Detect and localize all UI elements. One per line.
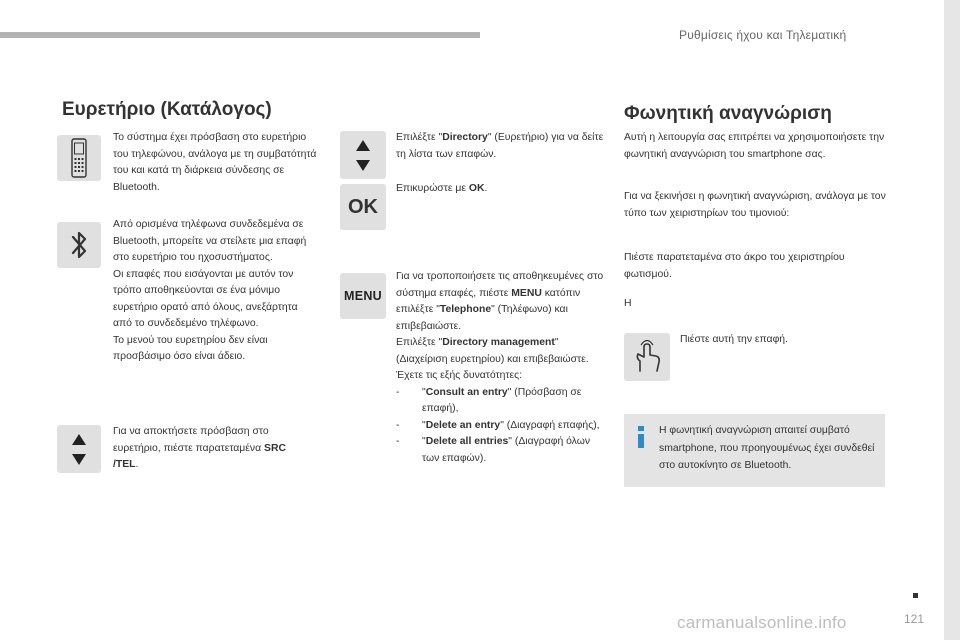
touch-icon-box [624,333,670,381]
quote-open: " [422,386,426,398]
finger-press-icon [624,333,670,381]
confirm-post: . [484,183,488,194]
list-item [396,434,608,467]
empty-menu-paragraph: Το μενού του ευρετηρίου δεν είναι προσβάσιμο όσο είναι άδειο. [113,334,268,362]
voice-recognition-intro [624,130,889,163]
src-tel-key-label: SRC /TEL [113,442,286,470]
list-item [396,385,608,418]
quote-open: " [422,419,426,431]
telephone-label: Telephone [439,304,492,315]
manage-post: " (Διαχείριση ευρετηρίου) και επιβεβαιώστε. [396,337,589,365]
access-text-pre: Για να αποκτήσετε πρόσβαση στο ευρετήριο, πιέστε παρατεταμένα [113,426,269,454]
confirm-ok-paragraph [396,181,606,198]
delete-entry-label: Delete an entry [425,419,501,431]
confirm-pre: Επικυρώστε με [396,183,469,194]
quote-open: " [422,436,426,447]
list-dash: - [396,419,400,431]
menu-icon-label: MENU [343,289,382,303]
access-phonebook-text [113,424,313,474]
phonebook-access-text [113,130,318,196]
info-icon [637,426,645,448]
access-phonebook-paragraph [113,424,313,474]
page-number: 121 [904,612,925,626]
src-tel-arrows-box [57,425,101,473]
section-header: Ρυθμίσεις ήχου και Τηλεματική [679,28,847,42]
modify-contacts-paragraph [396,269,608,335]
bluetooth-icon [57,222,101,268]
list-item [396,418,608,435]
voice-recognition-title: Φωνητική αναγνώριση [624,103,832,124]
modify-mid: κατόπιν επιλέξτε " [396,287,581,315]
select-pre: Επιλέξτε " [396,132,443,143]
option-description: " (Διαγραφή όλων των επαφών). [422,436,591,464]
mobile-phone-icon [57,135,101,181]
menu-button-icon [340,273,386,319]
page-marker [913,593,918,598]
voice-function-paragraph: Αυτή η λειτουργία σας επιτρέπει να χρησιμοποιήσετε την φωνητική αναγνώριση του smartphone σας. [624,132,885,160]
menu-label: MENU [511,287,542,299]
permanent-directory-paragraph: Οι επαφές που εισάγονται με αυτόν τον τρόπο αποθηκεύονται σε ένα μόνιμο ευρετήριο ορατό από όλους, ανεξάρτητα από το συνδεδεμένο τηλέφωνο. [113,268,298,329]
modify-pre: Για να τροποποιήσετε τις αποθηκευμένες στο σύστημα επαφές, πιέστε [396,271,604,299]
lighting-stalk-text [624,250,889,283]
up-down-arrows-icon [57,425,101,473]
directory-arrows-box [340,131,386,179]
ok-button-icon [340,184,386,230]
list-dash: - [396,436,400,447]
up-down-arrows-icon [340,131,386,179]
or-separator: Η [624,298,632,309]
page-edge-bar [944,0,960,640]
watermark-text: carmanualsonline.info [677,613,847,632]
ok-label: OK [468,183,485,194]
option-description: " (Πρόσβαση σε επαφή), [422,386,582,414]
select-post: " (Ευρετήριο) για να δείτε τη λίστα των επαφών. [396,132,604,160]
option-description: " (Διαγραφή επαφής), [500,419,600,431]
ok-icon-label: OK [348,195,378,218]
options-intro: Έχετε τις εξής δυνατότητες: [396,370,523,381]
select-directory-paragraph [396,130,606,163]
lighting-stalk-paragraph: Πιέστε παρατεταμένα στο άκρο του χειριστηρίου φωτισμού. [624,252,845,280]
phone-icon-box [57,135,101,181]
phonebook-title: Ευρετήριο (Κατάλογος) [62,99,272,120]
directory-label: Directory [442,132,488,143]
info-note-text: Η φωνητική αναγνώριση απαιτεί συμβατό smartphone, που προηγουμένως έχει συνδεθεί στο αυτοκίνητο σε Bluetooth. [659,425,875,471]
phonebook-access-paragraph: Το σύστημα έχει πρόσβαση στο ευρετήριο του τηλεφώνου, ανάλογα με τη συμβατότητά του και κατά τη διάρκεια σύνδεσης σε Bluetooth. [113,132,317,193]
bluetooth-contacts-text [113,217,318,366]
directory-management-paragraph [396,335,608,368]
info-note-box [624,414,885,487]
manage-pre: Επιλέξτε " [396,337,443,348]
header-rule [0,32,480,38]
press-contact-text: Πιέστε αυτή την επαφή. [680,334,788,345]
bluetooth-icon-box [57,222,101,268]
send-contact-paragraph: Από ορισμένα τηλέφωνα συνδεδεμένα σε Bluetooth, μπορείτε να στείλετε μια επαφή στο ευρετήριο του ηχοσυστήματος. [113,219,307,263]
access-text-post: . [135,459,139,470]
modify-post: " (Τηλέφωνο) και επιβεβαιώστε. [396,304,568,332]
voice-start-text [624,189,889,222]
directory-management-label: Directory management [442,337,555,348]
delete-all-entries-label: Delete all entries [425,436,509,447]
list-dash: - [396,386,400,398]
consult-entry-label: Consult an entry [425,386,508,398]
voice-start-paragraph: Για να ξεκινήσει η φωνητική αναγνώριση, ανάλογα με τον τύπο των χειριστηρίων του τιμονιού: [624,191,886,219]
confirm-ok-text [396,181,606,198]
select-directory-text [396,130,606,163]
modify-contacts-text [396,269,608,467]
